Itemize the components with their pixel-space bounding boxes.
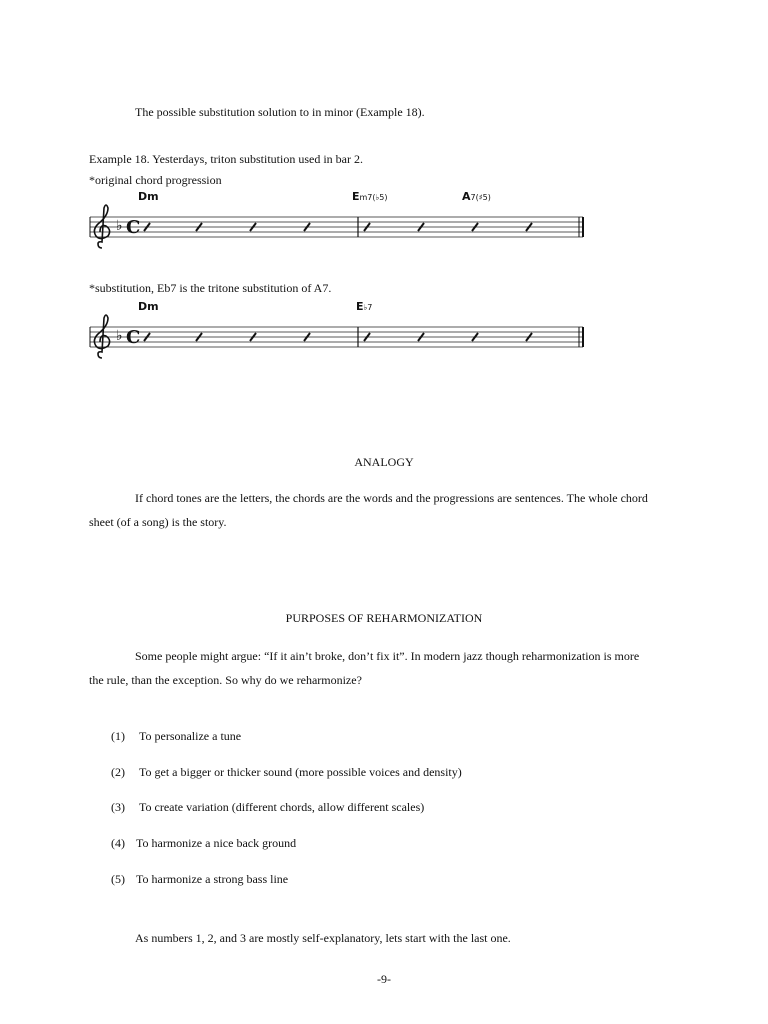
common-time-icon: C [126, 327, 141, 348]
staff-substitution [86, 296, 590, 368]
list-item-number: (5) [111, 872, 125, 886]
chord-symbol: Dm [138, 300, 159, 313]
list-item-text: To harmonize a strong bass line [136, 872, 289, 886]
purposes-heading: PURPOSES OF REHARMONIZATION [285, 611, 483, 625]
list-item [111, 765, 462, 779]
staff-lines [90, 327, 583, 347]
flat-sign-icon: ♭ [116, 218, 123, 234]
original-progression-label: *original chord progression [89, 173, 222, 187]
analogy-paragraph-line-2: sheet (of a song) is the story. [89, 515, 227, 529]
treble-clef-icon [94, 205, 109, 248]
list-item-text: To create variation (different chords, allow different scales) [139, 800, 425, 814]
analogy-paragraph-line-1: If chord tones are the letters, the chords are the words and the progressions are sentences. The whole chord [135, 491, 648, 505]
flat-sign-icon: ♭ [116, 328, 123, 344]
chord-symbol: E♭7 [356, 300, 373, 313]
chord-symbol: Dm [138, 190, 159, 203]
list-item [111, 800, 425, 814]
list-item-text: To get a bigger or thicker sound (more possible voices and density) [139, 765, 462, 779]
list-item-number: (2) [111, 765, 125, 779]
list-item [111, 729, 242, 743]
purposes-paragraph-line-2: the rule, than the exception. So why do we reharmonize? [89, 673, 362, 687]
substitution-label: *substitution, Eb7 is the tritone substitution of A7. [89, 281, 332, 295]
chord-symbol: A7(♯5) [462, 190, 491, 203]
list-item-number: (1) [111, 729, 125, 743]
list-item-text: To personalize a tune [139, 729, 242, 743]
intro-line: The possible substitution solution to in minor (Example 18). [135, 105, 425, 119]
page-number: -9- [377, 972, 391, 986]
closing-line: As numbers 1, 2, and 3 are mostly self-explanatory, lets start with the last one. [135, 931, 511, 945]
staff-lines [90, 217, 583, 237]
treble-clef-icon [94, 315, 109, 358]
list-item-number: (3) [111, 800, 125, 814]
example-caption: Example 18. Yesterdays, triton substitution used in bar 2. [89, 152, 363, 166]
list-item [111, 836, 297, 850]
common-time-icon: C [126, 217, 141, 238]
chord-symbol: Em7(♭5) [352, 190, 388, 203]
purposes-paragraph-line-1: Some people might argue: “If it ain’t broke, don’t fix it”. In modern jazz though reharmonization is more [135, 649, 640, 663]
list-item [111, 872, 289, 886]
list-item-text: To harmonize a nice back ground [136, 836, 297, 850]
list-item-number: (4) [111, 836, 125, 850]
staff-original [86, 186, 590, 258]
analogy-heading: ANALOGY [354, 455, 414, 469]
